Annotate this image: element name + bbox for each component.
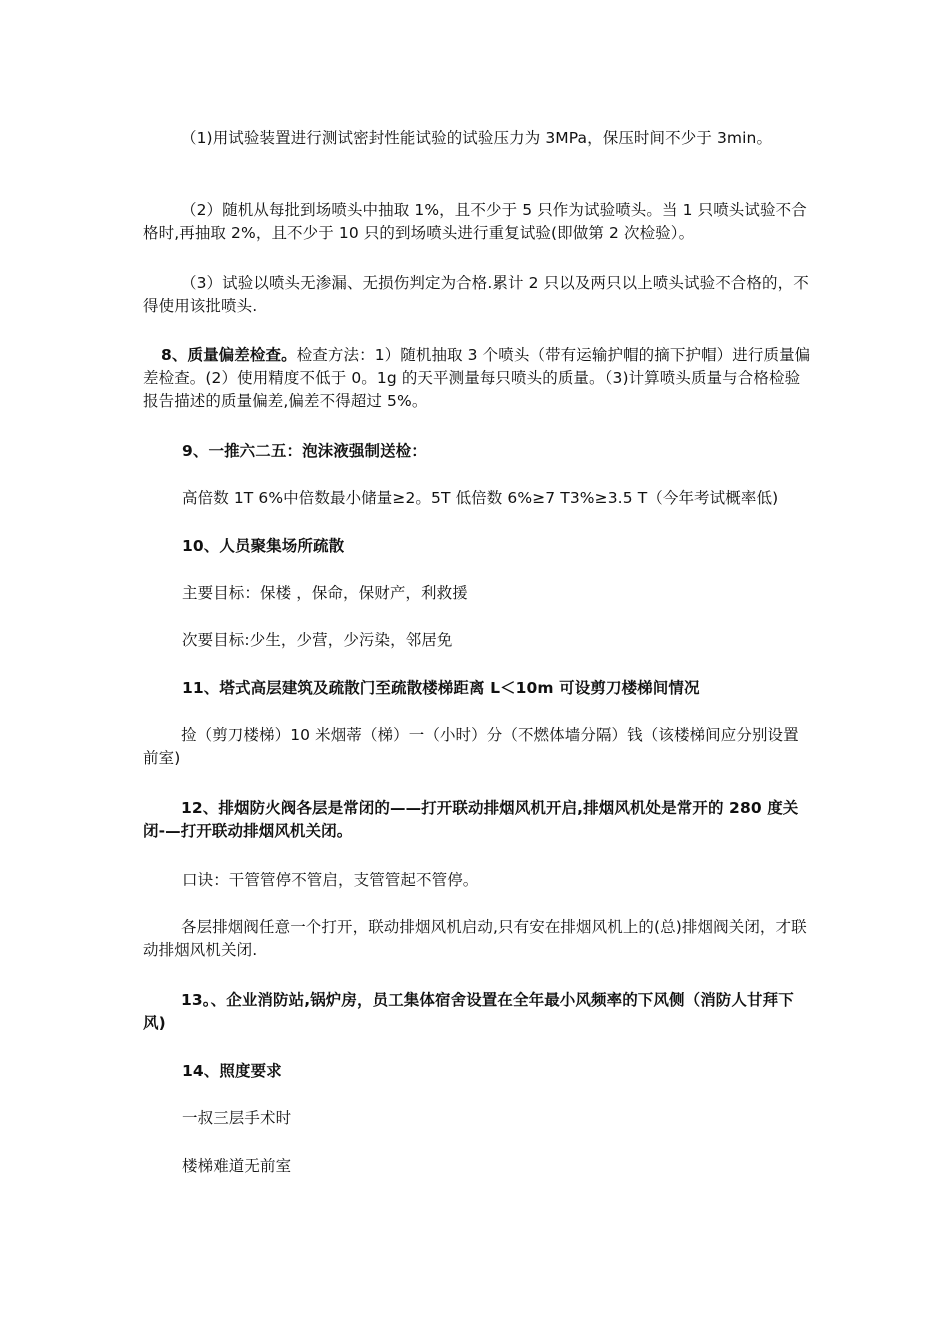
paragraph-illumination-mnemonic-2: 楼梯难道无前室 <box>182 1157 292 1175</box>
section-14-heading: 14、照度要求 <box>182 1062 282 1080</box>
section-11-heading: 11、塔式高层建筑及疏散门至疏散楼梯距离 L＜10m 可设剪刀楼梯间情况 <box>182 679 700 697</box>
paragraph-mass-deviation <box>143 344 811 413</box>
paragraph-exhaust-valve: 各层排烟阀任意一个打开，联动排烟风机启动,只有安在排烟风机上的(总)排烟阀关闭，才联动排烟风机关闭. <box>143 918 807 959</box>
paragraph-random-sampling: （2）随机从每批到场喷头中抽取 1%，且不少于 5 只作为试验喷头。当 1 只喷头试验不合格时,再抽取 2%，且不少于 10 只的到场喷头进行重复试验(即做第 2 次检验）。 <box>143 201 807 242</box>
paragraph-pass-criteria: （3）试验以喷头无渗漏、无损伤判定为合格.累计 2 只以及两只以上喷头试验不合格的，不得使用该批喷头. <box>143 274 809 315</box>
paragraph-mnemonic: 口诀：干管管停不管启，支管管起不管停。 <box>182 871 479 889</box>
paragraph-foam-storage: 高倍数 1T 6%中倍数最小储量≥2。5T 低倍数 6%≥7 T3%≥3.5 T（今年考试概率低) <box>182 489 779 507</box>
paragraph-primary-goals: 主要目标：保楼 ，保命，保财产，利救援 <box>182 584 468 602</box>
section-12-heading: 12、排烟防火阀各层是常闭的——打开联动排烟风机开启,排烟风机处是常开的 280 度关闭-—打开联动排烟风机关闭。 <box>143 799 799 840</box>
section-9-heading: 9、一推六二五：泡沫液强制送检： <box>182 442 427 460</box>
section-8-heading: 8、质量偏差检查。 <box>161 346 297 364</box>
paragraph-test-pressure: （1)用试验装置进行测试密封性能试验的试验压力为 3MPa，保压时间不少于 3min。 <box>181 129 773 147</box>
paragraph-scissor-stairs: 捡（剪刀楼梯）10 米烟蒂（梯）一（小时）分（不燃体墙分隔）钱（该楼梯间应分别设置前室) <box>143 726 799 767</box>
section-10-heading: 10、人员聚集场所疏散 <box>182 537 345 555</box>
paragraph-secondary-goals: 次要目标:少生，少营，少污染，邻居免 <box>182 631 453 649</box>
paragraph-illumination-mnemonic-1: 一叔三层手术时 <box>182 1109 292 1127</box>
section-8-body: 检查方法：1）随机抽取 3 个喷头（带有运输护帽的摘下护帽）进行质量偏差检查。(2）使用精度不低于 0。1g 的天平测量每只喷头的质量。（3)计算喷头质量与合格检验报告描述的质量偏差,偏差不得超过 5%。 <box>143 346 811 410</box>
section-13-heading: 13。、企业消防站,锅炉房，员工集体宿舍设置在全年最小风频率的下风侧（消防人甘拜下风) <box>143 991 794 1032</box>
